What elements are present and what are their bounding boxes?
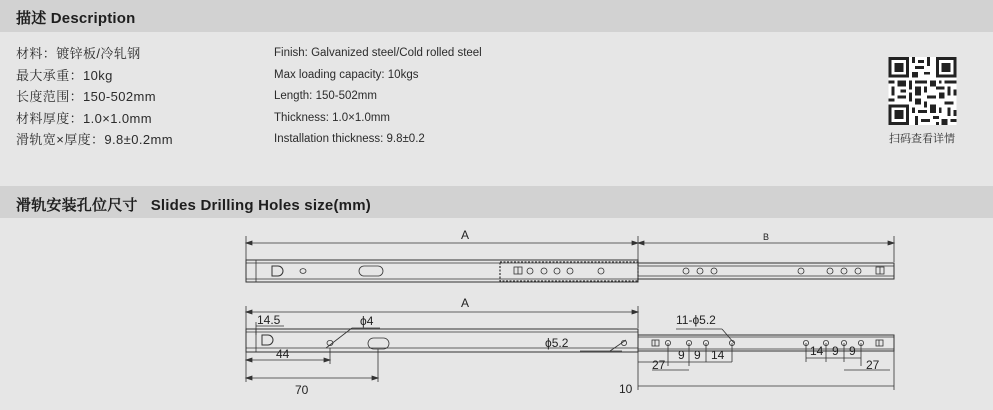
- drilling-header: [0, 186, 993, 218]
- spec-cn-thickness: 材料厚度：1.0×1.0mm: [16, 110, 152, 126]
- dim-70: 70: [295, 383, 309, 397]
- dim-14-right: 14: [810, 344, 824, 358]
- dim-9-a: 9: [678, 348, 685, 362]
- dim-phi5-2: ϕ5.2: [545, 336, 569, 350]
- dim-27-right: 27: [866, 358, 880, 372]
- drilling-diagram: [0, 218, 993, 410]
- dim-phi4: ϕ4: [360, 314, 374, 328]
- spec-en-finish: Finish: Galvanized steel/Cold rolled steel: [274, 47, 482, 59]
- dim-a-top: A: [461, 228, 470, 242]
- spec-en-length: Length: 150-502mm: [274, 90, 377, 102]
- dim-44: 44: [276, 347, 290, 361]
- dim-9-c: 9: [832, 344, 839, 358]
- dim-b-top: B: [763, 232, 770, 242]
- dim-11-holes: 11-ϕ5.2: [676, 313, 716, 327]
- drilling-title: 滑轨安装孔位尺寸 Slides Drilling Holes size(mm): [16, 197, 371, 214]
- spec-en-thickness: Thickness: 1.0×1.0mm: [274, 111, 391, 124]
- spec-cn-length: 长度范围：150-502mm: [16, 89, 156, 104]
- spec-en-install-thickness: Installation thickness: 9.8±0.2: [274, 133, 425, 145]
- description-header: [0, 0, 993, 32]
- dim-a-bottom: A: [461, 296, 470, 310]
- spec-en-load: Max loading capacity: 10kgs: [274, 68, 419, 81]
- specs-chinese: [16, 43, 173, 151]
- dim-14-5: 14.5: [257, 313, 281, 327]
- qr-caption: 扫码查看详情: [889, 133, 955, 145]
- spec-cn-install-thickness: 滑轨宽×厚度：9.8±0.2mm: [16, 132, 173, 147]
- dim-9-d: 9: [849, 344, 856, 358]
- description-title: 描述 Description: [16, 10, 136, 27]
- spec-cn-material: 材料：镀锌板/冷轧钢: [16, 46, 141, 61]
- dim-14-left: 14: [711, 348, 725, 362]
- specs-english: [274, 43, 482, 151]
- qr-code-icon[interactable]: [888, 57, 957, 125]
- dim-10: 10: [619, 382, 633, 396]
- dim-9-b: 9: [694, 348, 701, 362]
- dim-27-left: 27: [652, 358, 666, 372]
- spec-cn-load: 最大承重：10kg: [16, 67, 113, 83]
